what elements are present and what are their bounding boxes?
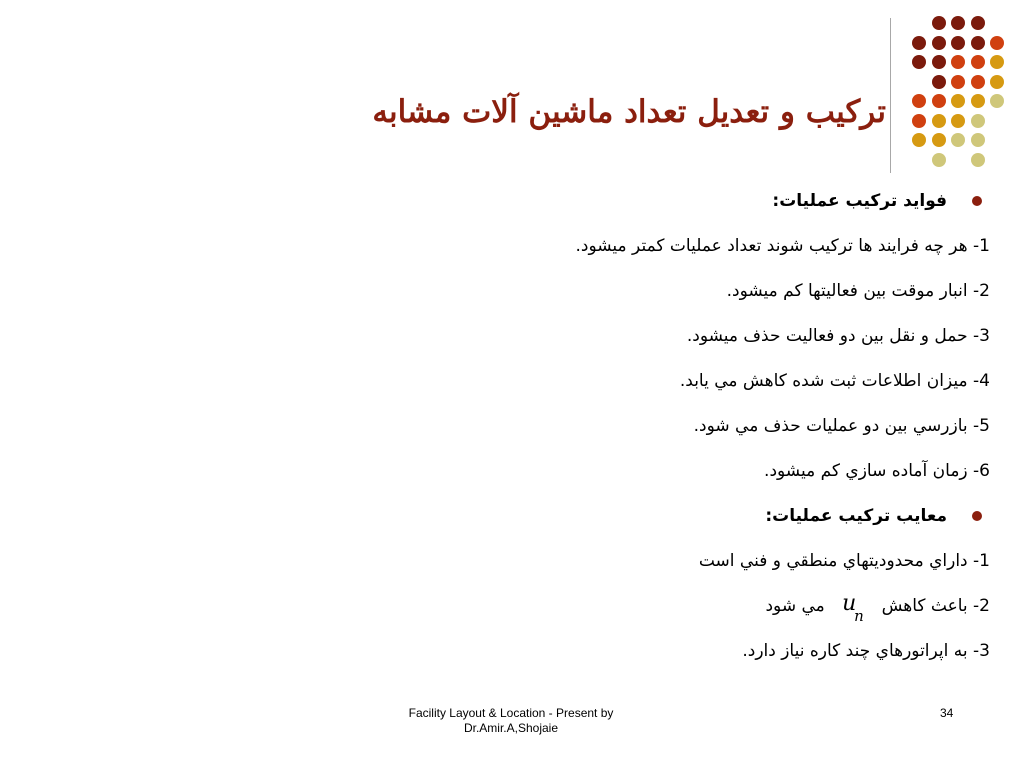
- decorative-dot: [912, 133, 926, 147]
- decorative-dot: [951, 16, 965, 30]
- list-item: 5- بازرسي بين دو عمليات حذف مي شود.: [693, 416, 990, 436]
- list-item: 3- حمل و نقل بين دو فعاليت حذف ميشود.: [686, 326, 990, 346]
- bullet-icon: [972, 196, 982, 206]
- decorative-dot: [971, 94, 985, 108]
- decorative-dot: [990, 55, 1004, 69]
- footer-line-1: Facility Layout & Location - Present by: [408, 706, 614, 720]
- list-item: 6- زمان آماده سازي کم ميشود.: [764, 461, 990, 481]
- decorative-dot: [932, 153, 946, 167]
- list-item: 4- ميزان اطلاعات ثبت شده کاهش مي يابد.: [679, 371, 990, 391]
- decorative-dot: [912, 36, 926, 50]
- decorative-dot: [932, 94, 946, 108]
- decorative-dot: [971, 75, 985, 89]
- decorative-dot: [990, 75, 1004, 89]
- decorative-dot: [932, 114, 946, 128]
- slide-body: [430, 186, 990, 681]
- decorative-dot: [951, 36, 965, 50]
- decorative-dot: [951, 55, 965, 69]
- title-divider-line: [890, 18, 891, 173]
- list-item: 3- به اپراتورهاي چند کاره نياز دارد.: [742, 641, 990, 661]
- decorative-dot: [932, 55, 946, 69]
- list-item: 2- انبار موقت بين فعاليتها کم ميشود.: [726, 281, 990, 301]
- slide-footer: [380, 706, 642, 736]
- bullet-icon: [972, 511, 982, 521]
- page-number: 34: [940, 706, 954, 720]
- decorative-dot: [971, 133, 985, 147]
- decorative-dot: [932, 16, 946, 30]
- decorative-dot: [932, 36, 946, 50]
- decorative-dot: [912, 94, 926, 108]
- section-heading-disadvantages: معايب ترکيب عمليات:: [430, 501, 990, 546]
- decorative-dot: [951, 94, 965, 108]
- list-item-formula: [430, 591, 990, 636]
- decorative-dot: [990, 36, 1004, 50]
- decorative-dot: [990, 94, 1004, 108]
- decorative-dot: [971, 16, 985, 30]
- formula-u-n: [836, 591, 870, 625]
- decorative-dot: [971, 114, 985, 128]
- formula-subscript: n: [854, 607, 864, 625]
- formula-symbol: u: [842, 591, 857, 616]
- decorative-dot: [971, 153, 985, 167]
- decorative-dot: [951, 133, 965, 147]
- slide-title: ترکيب و تعديل تعداد ماشين آلات مشابه: [372, 94, 886, 130]
- decorative-dot: [912, 55, 926, 69]
- section-heading-advantages: فوايد ترکيب عمليات:: [430, 186, 990, 231]
- decorative-dot: [932, 133, 946, 147]
- footer-line-2: Dr.Amir.A,Shojaie: [463, 721, 559, 735]
- decorative-dot: [951, 75, 965, 89]
- decorative-dot: [971, 55, 985, 69]
- formula-item-before: 2- باعث کاهش: [881, 596, 990, 616]
- decorative-dot: [912, 114, 926, 128]
- formula-item-after: مي شود: [765, 596, 825, 616]
- decorative-dot-grid: [912, 16, 1012, 166]
- list-item: 1- داراي محدوديتهاي منطقي و فني است: [698, 551, 990, 571]
- list-item: 1- هر چه فرايند ها ترکيب شوند تعداد عمليات کمتر ميشود.: [575, 236, 990, 256]
- decorative-dot: [971, 36, 985, 50]
- decorative-dot: [951, 114, 965, 128]
- decorative-dot: [932, 75, 946, 89]
